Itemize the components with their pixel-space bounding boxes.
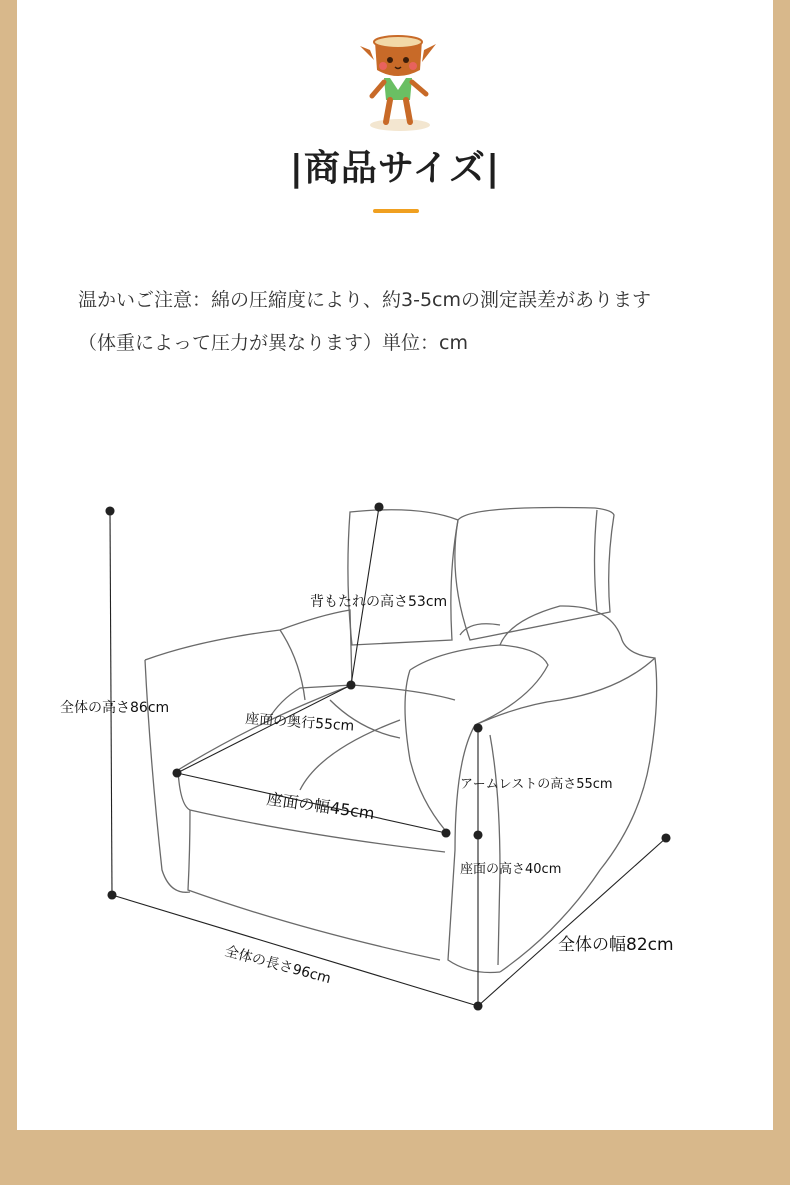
total-width-label: 全体の幅82cm: [558, 935, 674, 955]
armrest-height-label: アームレストの高さ55cm: [460, 777, 613, 792]
unit-note: （体重によって圧力が異なります）単位：cm: [78, 332, 468, 354]
sofa-dimension-diagram: [0, 480, 790, 1040]
sofa-outline: [145, 508, 657, 973]
measurement-note: 温かいご注意：綿の圧縮度により、約3-5cmの測定誤差があります: [78, 289, 651, 311]
section-title: |商品サイズ|: [289, 148, 501, 189]
seat-width-label: 座面の幅45cm: [265, 789, 376, 824]
seat-depth-label: 座面の奥行55cm: [244, 711, 355, 735]
seat-height-label: 座面の高さ40cm: [460, 862, 562, 877]
tree-stump-mascot-icon: [350, 30, 445, 135]
total-length-label: 全体の長さ96cm: [222, 943, 333, 988]
total-height-label: 全体の高さ86cm: [60, 700, 170, 716]
dimension-lines: [106, 503, 670, 1010]
back-height-label: 背もたれの高さ53cm: [310, 594, 448, 610]
title-underline: [373, 209, 419, 213]
